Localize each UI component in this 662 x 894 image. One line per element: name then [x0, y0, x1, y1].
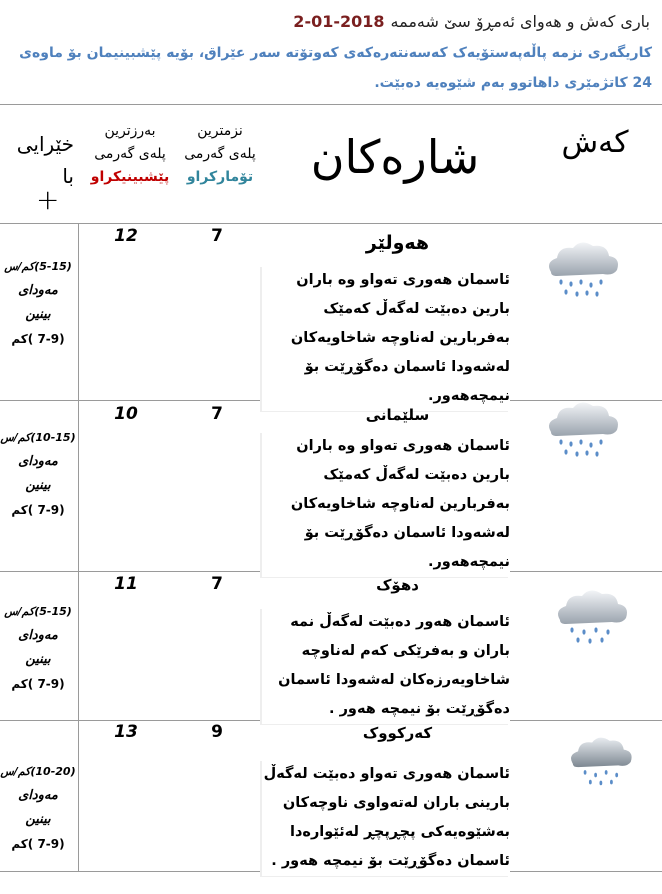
min-temp-value: 9 [211, 722, 223, 742]
wind-speed: (5-15)کم/س [4, 260, 72, 273]
min-temp-value: 7 [211, 404, 223, 424]
max-temp-value: 11 [114, 574, 138, 594]
min-header-line2: پلەی گەرمی [184, 146, 256, 162]
wind-cell [0, 255, 76, 351]
forecast-description: ئاسمان هەوری تەواو وە باران بارین دەبێت لەگەڵ کەمێک بەفربارین لەناوچە شاخاویەکان لەشەودا ئاسمان دەگۆڕێت بۆ نیمچەهەور. [262, 432, 510, 577]
min-header-line3: تۆمارکراو [186, 169, 254, 185]
city-name: کەرکووک [362, 724, 433, 742]
max-temp-value: 13 [114, 722, 138, 742]
visibility-label-line1: مەودای [18, 628, 58, 643]
wind-cell [0, 426, 76, 522]
visibility-label-line1: مەودای [18, 788, 58, 803]
max-header-line3: پێشبینیکراو [90, 169, 170, 185]
max-header-line2: پلەی گەرمی [94, 146, 166, 162]
wind-speed: (5-15)کم/س [4, 605, 72, 618]
column-header-min-temp [175, 120, 265, 189]
forecast-description: ئاسمان هەوری تەواو دەبێت لەگەڵ بارینی باران لەتەواوی ناوچەکان بەشێوەیەکی پچڕپچڕ لەئێوارەدا ئاسمان دەگۆڕێت بۆ نیمچە هەور . [262, 760, 510, 876]
visibility-value: (7-9 )کم [11, 677, 65, 691]
wind-column-divider [78, 223, 79, 871]
visibility-label-line1: مەودای [18, 283, 58, 298]
min-header-line1: نزمترین [197, 123, 243, 139]
min-temp-value: 7 [211, 226, 223, 246]
column-header-weather: کەش [561, 125, 629, 160]
max-temp-value: 10 [114, 404, 138, 424]
column-header-max-temp [85, 120, 175, 189]
city-name: سلێمانی [365, 406, 430, 424]
city-name: هەولێر [365, 232, 430, 254]
column-header-cities: شارەکان [310, 130, 480, 184]
title-date: 2018-01-2 [293, 12, 385, 31]
max-header-line1: بەرزترین [104, 123, 156, 139]
visibility-label-line2: بینین [25, 478, 51, 493]
max-temp-value: 12 [114, 226, 138, 246]
city-name: دهۆک [376, 576, 419, 594]
title-label: باری کەش و هەوای ئەمڕۆ سێ شەممە [390, 12, 650, 31]
wind-header-line1: خێرایی [16, 132, 74, 156]
rain-cloud-icon [541, 398, 623, 460]
visibility-label-line2: بینین [25, 307, 51, 322]
visibility-label-line1: مەودای [18, 454, 58, 469]
forecast-description: ئاسمان هەور دەبێت لەگەڵ نمە باران و بەفرێکی کەم لەناوچە شاخاویەرزەکان لەشەودا ئاسمان دەگۆڕێت بۆ نیمچە هەور . [262, 608, 510, 724]
synopsis-text: کاریگەری نزمە پاڵەپەستۆیەک کەسەنتەرەکەی کەوتۆتە سەر عێراق، بۆیە پێشبینیمان بۆ ماوەی 24 کاتژمێری داهاتوو بەم شێوەیە دەبێت. [19, 45, 652, 91]
visibility-label-line2: بینین [25, 812, 51, 827]
wind-speed: (10-15)کم/س [0, 431, 76, 444]
wind-header-line2: با [62, 164, 74, 188]
rain-cloud-icon [550, 586, 632, 648]
header-bottom-rule [0, 223, 662, 224]
rain-cloud-icon [564, 732, 636, 790]
visibility-value: (7-9 )کم [11, 332, 65, 346]
min-temp-value: 7 [211, 574, 223, 594]
page-title [0, 12, 650, 31]
wind-speed: (10-20)کم/س [0, 765, 76, 778]
visibility-value: (7-9 )کم [11, 503, 65, 517]
plus-icon: + [36, 183, 60, 216]
wind-cell [0, 760, 76, 856]
visibility-value: (7-9 )کم [11, 837, 65, 851]
header-top-rule [0, 104, 662, 105]
wind-cell [0, 600, 76, 696]
forecast-description: ئاسمان هەوری تەواو وە باران بارین دەبێت لەگەڵ کەمێک بەفربارین لەناوچە شاخاویەکان لەشەودا ئاسمان دەگۆڕێت بۆ نیمچەهەور. [262, 266, 510, 411]
rain-cloud-icon [541, 238, 623, 300]
visibility-label-line2: بینین [25, 652, 51, 667]
